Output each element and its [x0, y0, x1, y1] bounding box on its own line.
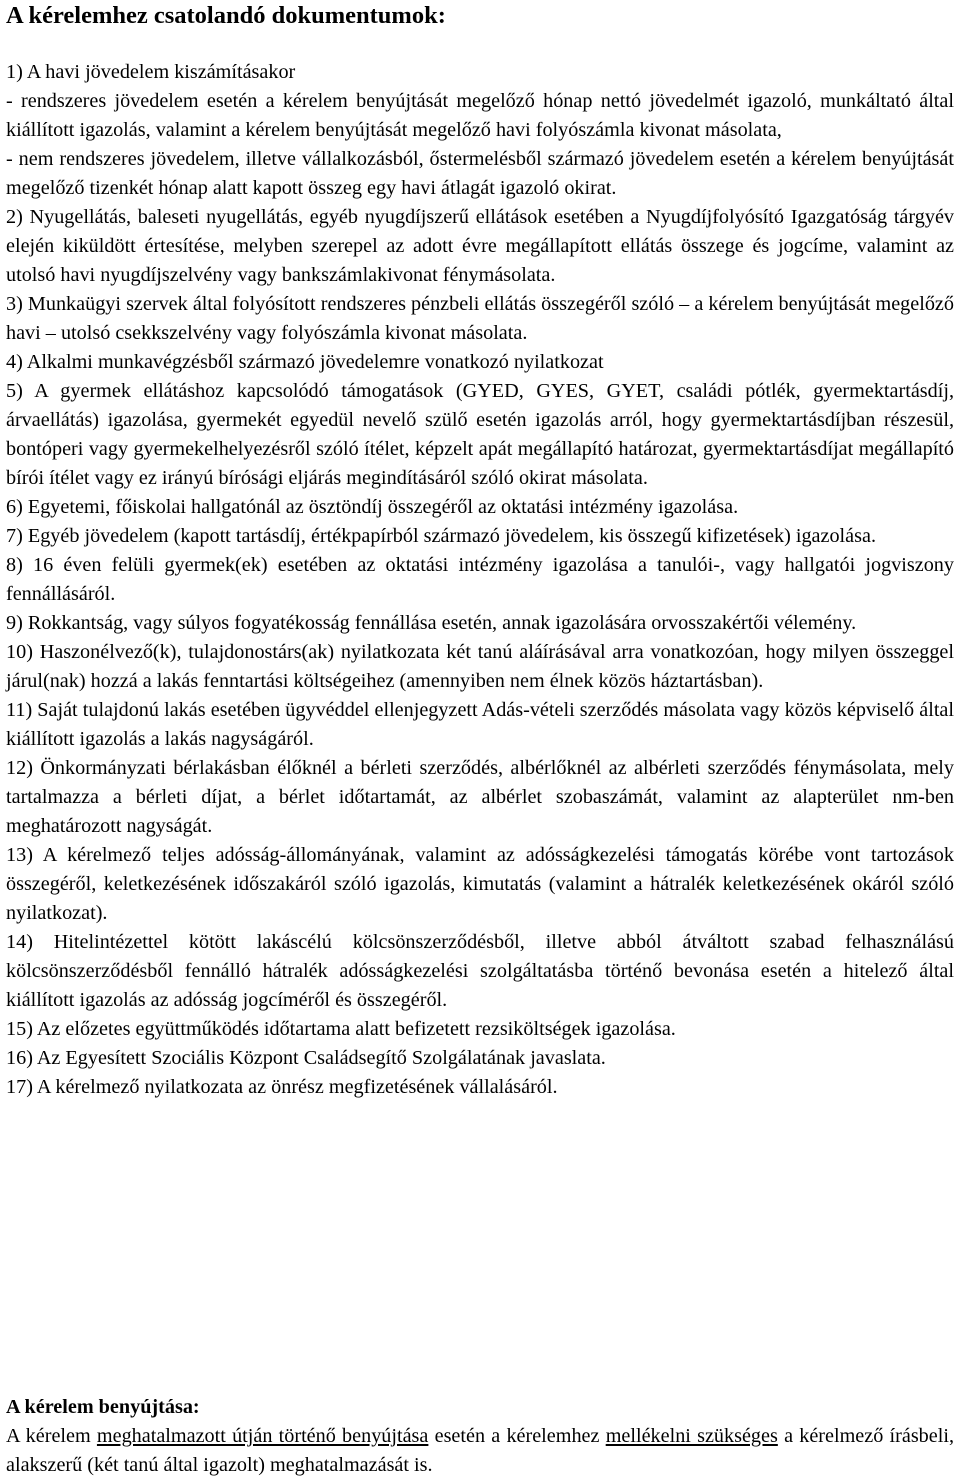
- paragraph-14: 14) Hitelintézettel kötött lakáscélú kölcsönszerződésből, illetve abból átváltott szabad felhasználású kölcsönszerződésből fennálló hátralék adósságkezelési szolgáltatásba történő bevonása esetén a hitelező által kiállított igazolás az adósság jogcíméről és összegéről.: [6, 931, 954, 1011]
- paragraph-1a: - rendszeres jövedelem esetén a kérelem benyújtását megelőző hónap nettó jövedelmét igazoló, munkáltató által kiállított igazolás, valamint a kérelem benyújtását megelőző havi folyószámla kivonat másolata,: [6, 90, 954, 141]
- paragraph-10: 10) Haszonélvező(k), tulajdonostárs(ak) nyilatkozata két tanú aláírásával arra vonatkozóan, hogy milyen összeggel járul(nak) hozzá a lakás fenntartási költségeihez (amennyiben nem élnek közös háztartásban).: [6, 641, 954, 692]
- paragraph-5: 5) A gyermek ellátáshoz kapcsolódó támogatások (GYED, GYES, GYET, családi pótlék, gyermektartásdíj, árvaellátás) igazolása, gyermekét egyedül nevelő szülő esetén igazolás arról, hogy gyermektartásdíjban részesül, bontóperi vagy gyermekelhelyezésről szóló ítélet, képzelt apát megállapító határozat, gyermektartásdíjat megállapító bírói ítélet vagy ez irányú bírósági eljárás megindításáról szóló okirat másolata.: [6, 380, 954, 489]
- paragraph-7: 7) Egyéb jövedelem (kapott tartásdíj, értékpapírból származó jövedelem, kis összegű kifizetések) igazolása.: [6, 525, 876, 547]
- paragraph-8: 8) 16 éven felüli gyermek(ek) esetében az oktatási intézmény igazolása a tanulói-, vagy hallgatói jogviszony fennállásáról.: [6, 554, 954, 605]
- paragraph-12: 12) Önkormányzati bérlakásban élőknél a bérleti szerződés, albérlőknél az albérleti szerződés fénymásolata, mely tartalmazza a bérleti díjat, a bérlet időtartamát, az albérlet szobaszámát, valamint az alapterület nm-ben meghatározott nagyságát.: [6, 757, 954, 837]
- paragraph-4: 4) Alkalmi munkavégzésből származó jövedelemre vonatkozó nyilatkozat: [6, 351, 604, 373]
- submission-text-5: a kérelmező írásbeli, alakszerű (két tanú által igazolt) meghatalmazását is.: [6, 1425, 954, 1476]
- paragraph-11: 11) Saját tulajdonú lakás esetében ügyvéddel ellenjegyzett Adás-vételi szerződés másolata vagy közös képviselő által kiállított igazolás a lakás nagyságáról.: [6, 699, 954, 750]
- submission-text-3: esetén a kérelemhez: [428, 1425, 606, 1447]
- document-title: A kérelemhez csatolandó dokumentumok:: [6, 2, 446, 29]
- submission-heading: A kérelem benyújtása:: [6, 1396, 200, 1418]
- document-body: [6, 58, 954, 1102]
- submission-underlined-required: mellékelni szükséges: [605, 1425, 778, 1447]
- paragraph-6: 6) Egyetemi, főiskolai hallgatónál az ösztöndíj összegéről az oktatási intézmény igazolása.: [6, 496, 739, 518]
- submission-underlined-authorized: meghatalmazott útján történő benyújtása: [96, 1425, 429, 1447]
- submission-text: [6, 1422, 954, 1480]
- paragraph-15: 15) Az előzetes együttműködés időtartama alatt befizetett rezsiköltségek igazolása.: [6, 1018, 676, 1040]
- submission-text-1: A kérelem: [6, 1425, 97, 1447]
- paragraph-17: 17) A kérelmező nyilatkozata az önrész megfizetésének vállalásáról.: [6, 1076, 558, 1098]
- submission-paragraph: [6, 1422, 954, 1480]
- paragraph-13: 13) A kérelmező teljes adósság-állományának, valamint az adósságkezelési támogatás körébe vont tartozások összegéről, keletkezésének időszakáról szóló igazolás, kimutatás (valamint a hátralék keletkezésének okáról szóló nyilatkozat).: [6, 844, 954, 924]
- paragraph-1: 1) A havi jövedelem kiszámításakor: [6, 61, 296, 83]
- paragraph-3: 3) Munkaügyi szervek által folyósított rendszeres pénzbeli ellátás összegéről szóló – a kérelem benyújtását megelőző havi – utolsó csekkszelvény vagy folyószámla kivonat másolata.: [6, 293, 954, 344]
- document-page: [6, 0, 954, 1476]
- paragraph-1b: - nem rendszeres jövedelem, illetve vállalkozásból, őstermelésből származó jövedelem esetén a kérelem benyújtását megelőző tizenkét hónap alatt kapott összeg egy havi átlagát igazoló okirat.: [6, 148, 954, 199]
- paragraph-9: 9) Rokkantság, vagy súlyos fogyatékosság fennállása esetén, annak igazolására orvosszakértői vélemény.: [6, 612, 857, 634]
- paragraph-2: 2) Nyugellátás, baleseti nyugellátás, egyéb nyugdíjszerű ellátások esetében a Nyugdíjfolyósító Igazgatóság tárgyév elején kiküldött értesítése, melyben szerepel az adott évre megállapított ellátás összege és jogcíme, valamint az utolsó havi nyugdíjszelvény vagy bankszámlakivonat fénymásolata.: [6, 206, 954, 286]
- paragraph-16: 16) Az Egyesített Szociális Központ Családsegítő Szolgálatának javaslata.: [6, 1047, 606, 1069]
